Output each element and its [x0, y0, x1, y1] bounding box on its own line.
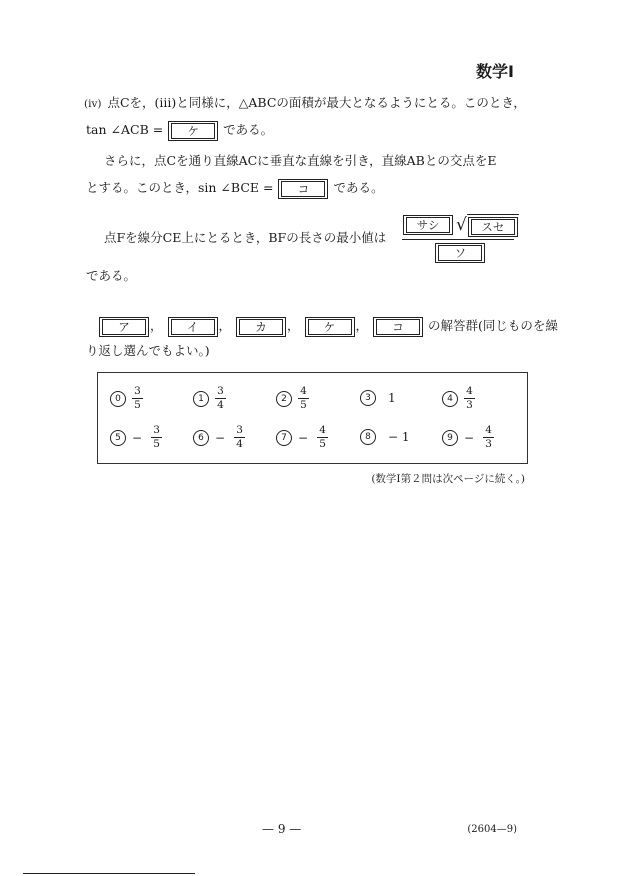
numerator: 3: [153, 424, 160, 436]
choice-2-number: 2: [276, 391, 292, 407]
tan-suffix: である。: [223, 122, 274, 137]
group-box-ka-label: カ: [239, 319, 283, 335]
choice-7-number: 7: [276, 430, 292, 446]
separator: ，: [287, 318, 300, 333]
group-box-ke[interactable]: [305, 317, 355, 337]
answer-box-ke[interactable]: [168, 121, 218, 141]
choice-4-number: 4: [442, 391, 458, 407]
answer-box-suse-label: スセ: [471, 219, 515, 235]
answer-box-sashi-label: サシ: [406, 217, 450, 233]
answer-box-sashi[interactable]: [403, 215, 453, 235]
page-number: — 9 —: [262, 822, 302, 836]
numerator: 4: [319, 424, 326, 436]
choice-0-fraction: [132, 386, 143, 411]
tan-line: [86, 120, 273, 141]
bf-min-fraction: [402, 214, 519, 263]
group-box-ko-label: コ: [376, 319, 420, 335]
choice-0-number: 0: [110, 391, 126, 407]
paragraph-iv-line1: [84, 93, 526, 114]
numerator: 3: [134, 385, 141, 397]
tan-expression: tan ∠ACB =: [86, 122, 164, 137]
bf-min-text: 点Fを線分CE上にとるとき，BFの長さの最小値は: [104, 230, 387, 245]
group-box-ko[interactable]: [373, 317, 423, 337]
group-box-a[interactable]: [99, 317, 149, 337]
group-box-a-label: ア: [102, 319, 146, 335]
answer-group-text: の解答群(同じものを繰: [427, 318, 558, 333]
choice-9-fraction: [483, 425, 494, 450]
numerator: 4: [300, 385, 307, 397]
bottom-rule: [23, 873, 195, 874]
choice-9[interactable]: [442, 425, 494, 450]
paragraph-iv-text: 点Cを，(iii)と同様に，△ABCの面積が最大となるようにとる。このとき，: [107, 95, 526, 110]
numerator: 4: [466, 385, 473, 397]
fraction-numerator: [402, 214, 519, 237]
page-code: (2604—9): [467, 824, 517, 835]
choice-5[interactable]: [110, 425, 162, 450]
choice-3[interactable]: [360, 390, 396, 406]
sqrt-symbol: √: [456, 215, 467, 236]
item-marker: (iv): [84, 98, 102, 110]
choice-5-number: 5: [110, 430, 126, 446]
choice-1-fraction: [215, 386, 226, 411]
choice-8-value: − 1: [388, 430, 410, 444]
answer-box-ko[interactable]: [278, 179, 328, 199]
answer-box-ke-label: ケ: [171, 123, 215, 139]
numerator: 4: [485, 424, 492, 436]
denominator: 3: [466, 399, 473, 411]
answer-choices-box: [97, 372, 528, 464]
denominator: 5: [153, 438, 160, 450]
choice-1-number: 1: [193, 391, 209, 407]
choice-2[interactable]: [276, 386, 309, 411]
numerator: 3: [236, 424, 243, 436]
choice-9-sign: −: [464, 430, 475, 445]
denominator: 4: [236, 438, 243, 450]
sin-suffix: である。: [333, 180, 384, 195]
fraction-denominator: [402, 240, 519, 264]
denominator: 5: [319, 438, 326, 450]
denominator: 5: [300, 399, 307, 411]
choice-4-fraction: [464, 386, 475, 411]
answer-box-so-label: ソ: [438, 245, 482, 261]
sin-expression: とする。このとき，sin ∠BCE =: [86, 180, 274, 195]
page-header-title: 数学Ⅰ: [476, 62, 514, 81]
choice-1[interactable]: [193, 386, 226, 411]
choice-9-number: 9: [442, 430, 458, 446]
choice-4[interactable]: [442, 386, 475, 411]
separator: ，: [218, 318, 232, 333]
group-box-i-label: イ: [171, 319, 215, 335]
separator: ，: [150, 318, 163, 333]
choice-5-sign: −: [132, 430, 143, 445]
denominator: 3: [485, 438, 492, 450]
choice-7-fraction: [317, 425, 328, 450]
group-box-ke-label: ケ: [308, 319, 352, 335]
choice-3-value: 1: [388, 391, 396, 405]
answer-box-so[interactable]: [435, 243, 485, 263]
choice-6[interactable]: [193, 425, 245, 450]
group-box-ka[interactable]: [236, 317, 286, 337]
choice-0[interactable]: [110, 386, 143, 411]
denominator: 4: [217, 399, 224, 411]
choice-6-sign: −: [215, 430, 226, 445]
continued-note: (数学Ⅰ第２問は次ページに続く。): [371, 473, 525, 485]
denominator: 5: [134, 399, 141, 411]
answer-group-line1: [98, 316, 558, 337]
sin-line: [86, 178, 383, 199]
choice-8[interactable]: [360, 429, 410, 445]
choice-7[interactable]: [276, 425, 328, 450]
answer-box-suse[interactable]: [468, 217, 518, 237]
choice-2-fraction: [298, 386, 309, 411]
paragraph-3-suffix: である。: [86, 268, 137, 283]
group-box-i[interactable]: [168, 317, 218, 337]
separator: ，: [355, 318, 369, 333]
choice-7-sign: −: [298, 430, 309, 445]
answer-group-line2: り返し選んでもよい。): [86, 343, 210, 358]
paragraph-2-line1: さらに，点Cを通り直線ACに垂直な直線を引き，直線ABとの交点をE: [104, 153, 497, 168]
sqrt-radicand: [467, 214, 519, 237]
choice-5-fraction: [151, 425, 162, 450]
choice-6-fraction: [234, 425, 245, 450]
choice-3-number: 3: [360, 390, 376, 406]
numerator: 3: [217, 385, 224, 397]
choice-8-number: 8: [360, 429, 376, 445]
answer-box-ko-label: コ: [281, 181, 325, 197]
choice-6-number: 6: [193, 430, 209, 446]
